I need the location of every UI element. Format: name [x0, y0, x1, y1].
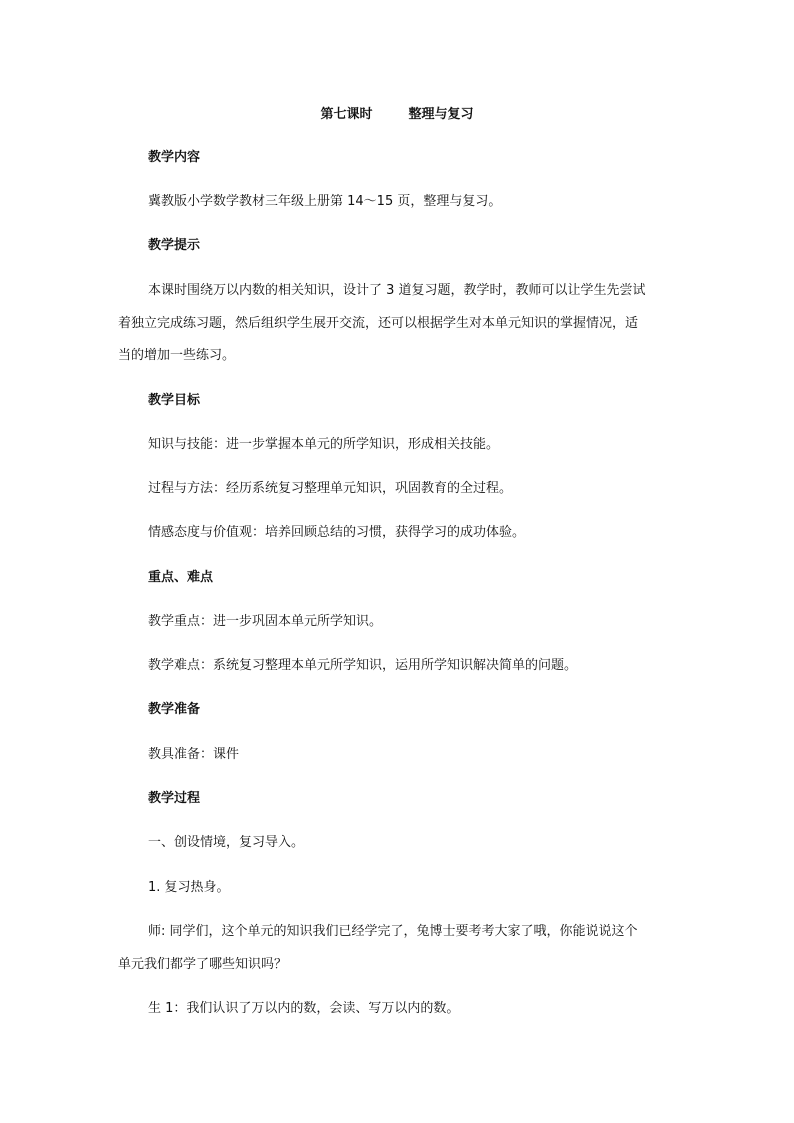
hint-line-3: 当的增加一些练习。: [118, 348, 236, 363]
teacher-line-2: 单元我们都学了哪些知识吗？: [118, 957, 288, 972]
hint-line-1: 本课时围绕万以内数的相关知识，设计了 3 道复习题，教学时，教师可以让学生先尝试: [148, 283, 646, 298]
content-text: 冀教版小学数学教材三年级上册第 14～15 页，整理与复习。: [148, 194, 502, 209]
lesson-topic: 整理与复习: [408, 107, 474, 122]
prep-text: 教具准备：课件: [148, 747, 240, 762]
difficult-point: 教学难点：系统复习整理本单元所学知识，运用所学知识解决简单的问题。: [148, 658, 578, 673]
section-heading-prep: 教学准备: [148, 702, 201, 717]
teacher-line-1: 师: 同学们，这个单元的知识我们已经学完了，兔博士要考考大家了哦，你能说说这个: [148, 924, 638, 939]
goal-process: 过程与方法：经历系统复习整理单元知识，巩固教育的全过程。: [148, 481, 513, 496]
student-line-1: 生 1：我们认识了万以内的数，会读、写万以内的数。: [148, 1001, 460, 1016]
section-heading-hint: 教学提示: [148, 238, 201, 253]
process-step-1: 一、创设情境，复习导入。: [148, 835, 305, 850]
section-heading-goals: 教学目标: [148, 393, 201, 408]
process-sub-1: 1. 复习热身。: [148, 880, 230, 895]
section-heading-content: 教学内容: [148, 150, 201, 165]
key-point: 教学重点：进一步巩固本单元所学知识。: [148, 614, 383, 629]
lesson-number: 第七课时: [320, 107, 373, 122]
goal-knowledge: 知识与技能：进一步掌握本单元的所学知识，形成相关技能。: [148, 437, 500, 452]
goal-emotion: 情感态度与价值观：培养回顾总结的习惯，获得学习的成功体验。: [148, 525, 526, 540]
page-title: [0, 103, 794, 122]
section-heading-key: 重点、难点: [148, 570, 214, 585]
hint-line-2: 着独立完成练习题，然后组织学生展开交流，还可以根据学生对本单元知识的掌握情况，适: [118, 316, 639, 331]
section-heading-process: 教学过程: [148, 791, 201, 806]
